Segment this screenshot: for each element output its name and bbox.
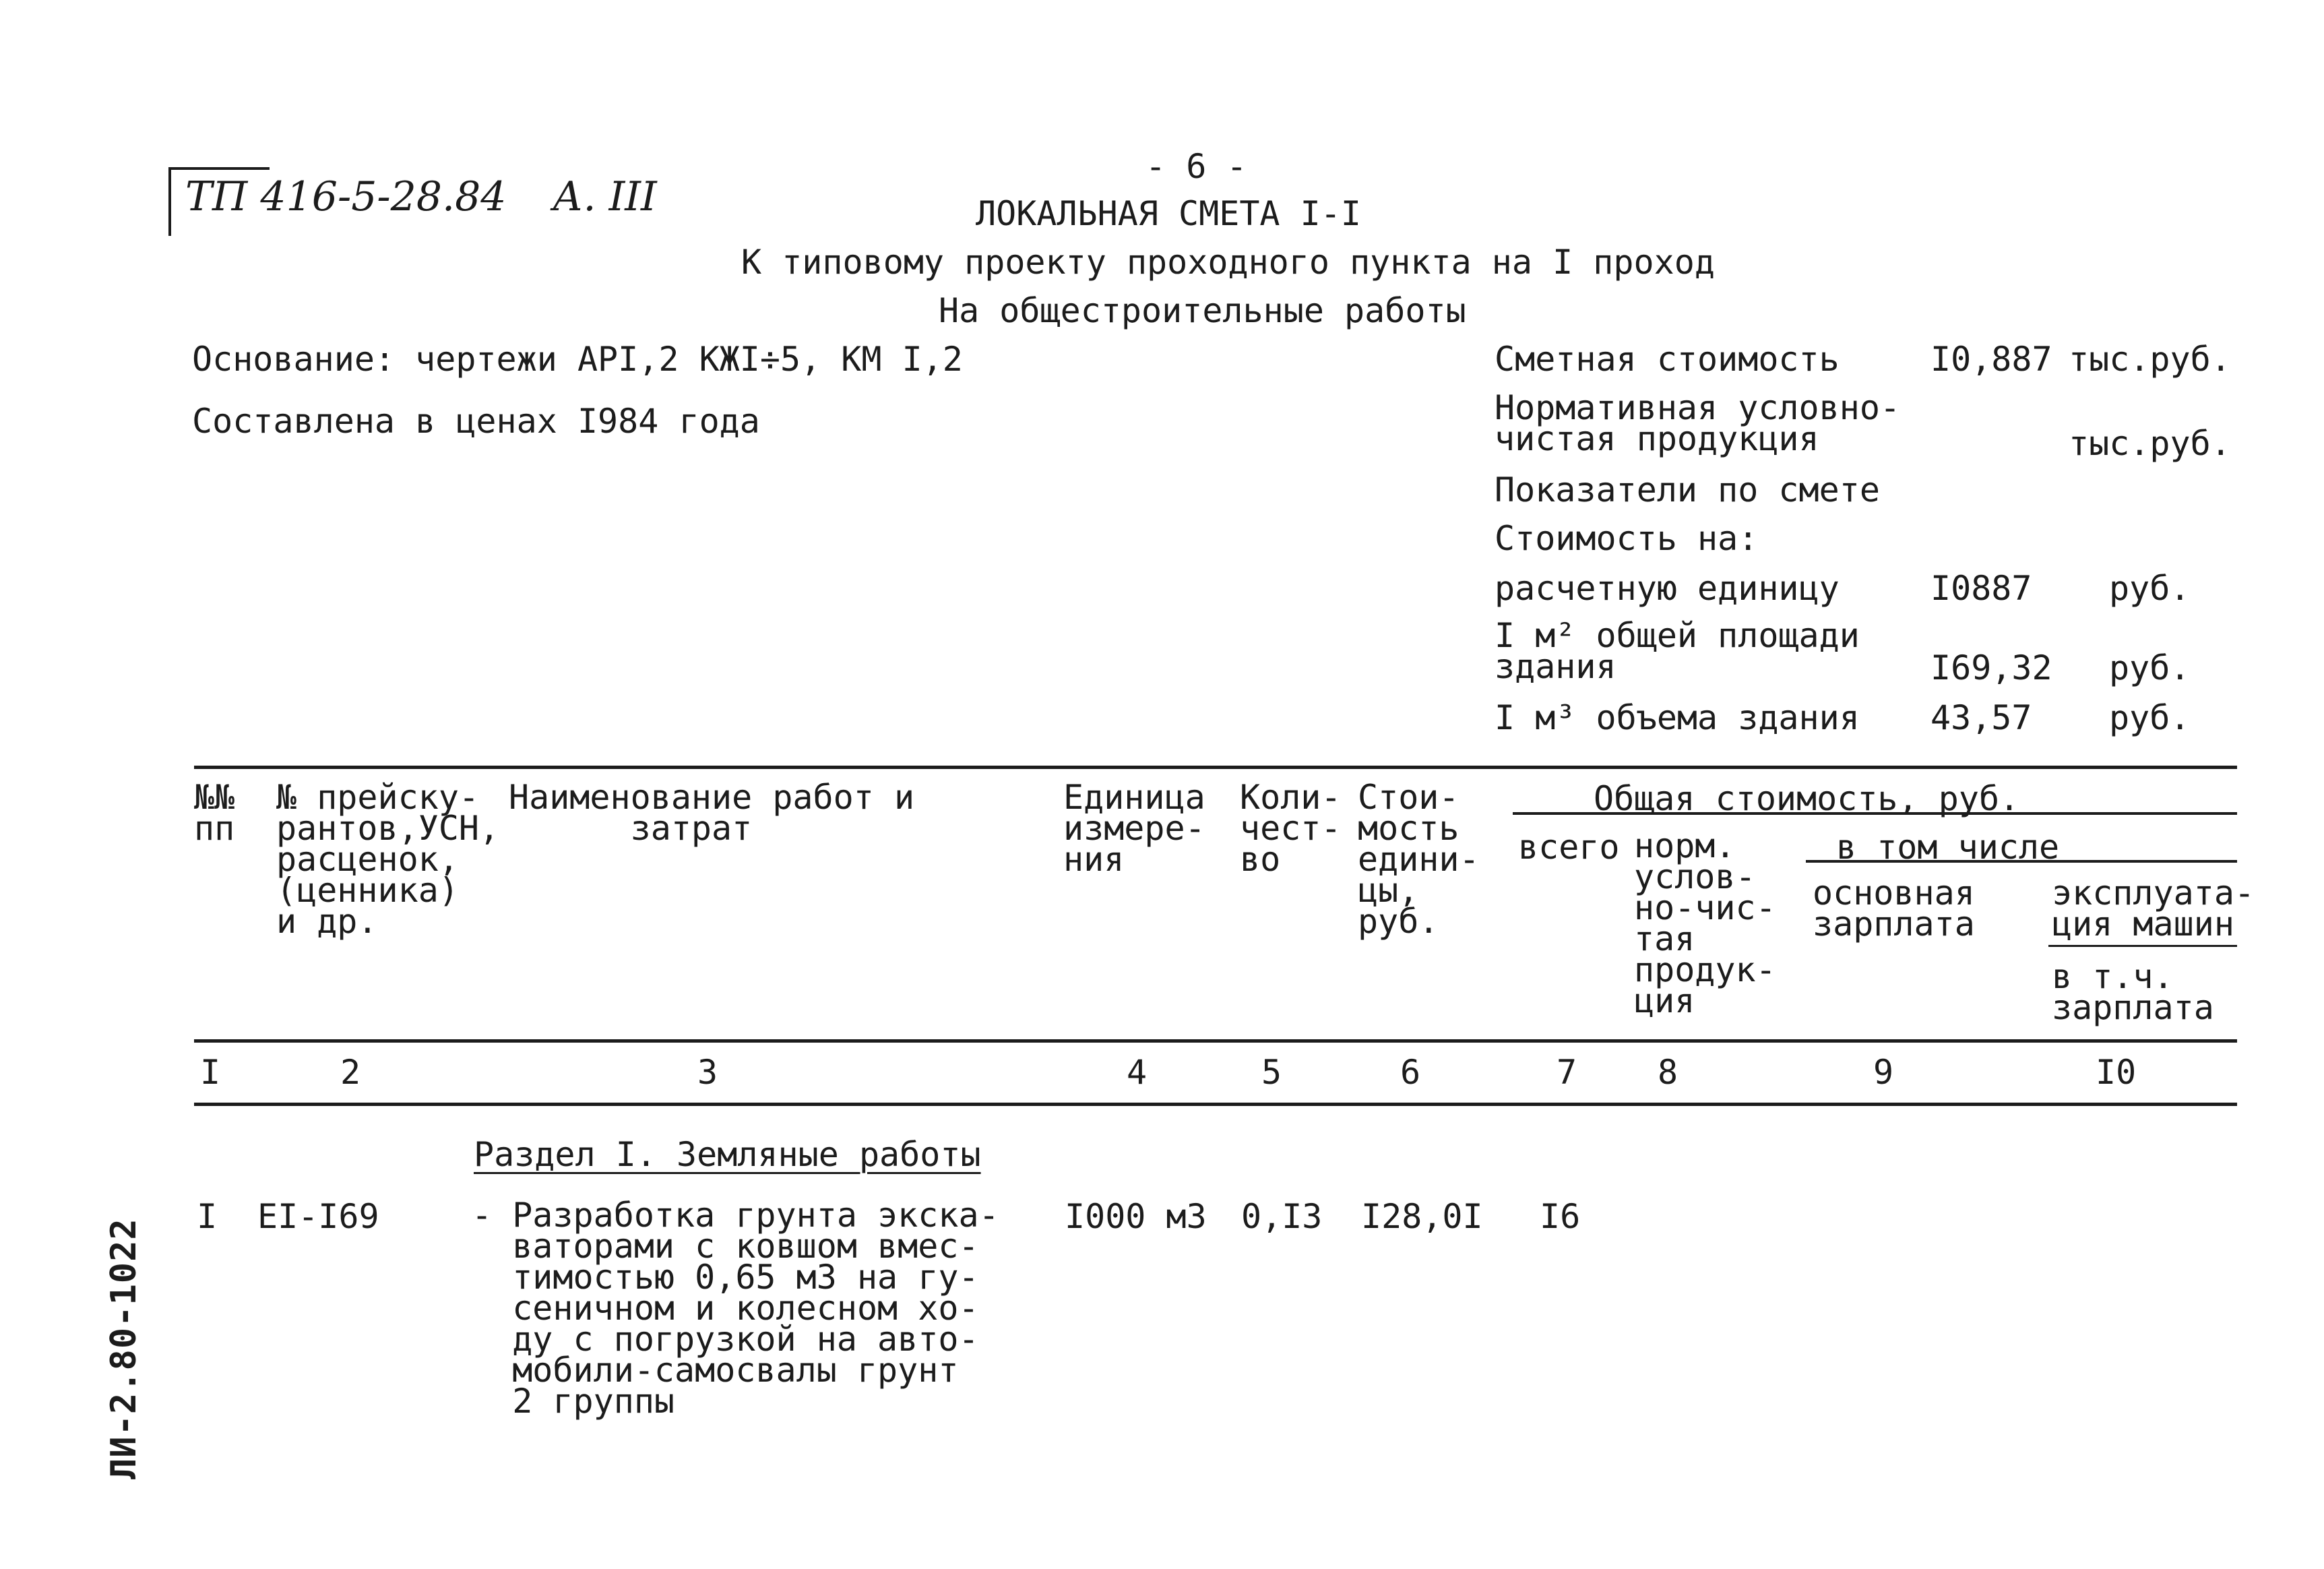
section-title: Раздел I. Земляные работы (474, 1135, 981, 1174)
document-title: ЛОКАЛЬНАЯ СМЕТА I-I (976, 194, 1361, 233)
estimated-cost-value: I0,887 (1930, 340, 2052, 379)
column-number-6: 6 (1400, 1053, 1421, 1092)
estimated-cost-unit: тыс.руб. (2069, 340, 2231, 379)
area-cost-unit: руб. (2109, 648, 2191, 687)
column-number-8: 8 (1658, 1053, 1678, 1092)
stamp-album: А. III (553, 173, 657, 220)
row-quantity: 0,I3 (1241, 1197, 1323, 1236)
column-number-1: I (200, 1053, 221, 1092)
column-number-2: 2 (340, 1053, 361, 1092)
column-number-10: I0 (2096, 1053, 2137, 1092)
stamp-code: ТП 416-5-28.84 (185, 173, 507, 220)
header-bottom-rule (194, 1039, 2237, 1043)
header-price-list: № прейску- рантов,УСН, расценок, (ценника) и др. (276, 778, 500, 941)
indicators-label: Показатели по смете (1495, 470, 1880, 510)
stamp-corner-horizontal (168, 167, 270, 170)
document-subtitle-works: На общестроительные работы (939, 291, 1466, 330)
row-number: I (197, 1197, 218, 1236)
estimated-cost-label: Сметная стоимость (1495, 340, 1840, 379)
volume-cost-label: I м³ объема здания (1495, 698, 1860, 737)
cost-on-label: Стоимость на: (1495, 519, 1759, 558)
header-machine-salary: в т.ч. зарплата (2052, 957, 2214, 1027)
header-quantity: Коли- чест- во (1240, 778, 1342, 879)
header-unit-cost: Стои- мость едини- цы, руб. (1358, 778, 1480, 941)
side-registration-code: ЛИ-2.80-1022 (104, 1218, 144, 1479)
unit-cost-value: I0887 (1930, 569, 2032, 608)
document-subtitle-project: К типовому проекту проходного пункта на I проход (741, 243, 1715, 282)
table-top-rule (194, 766, 2237, 769)
header-normative-product: норм. услов- но-чис- тая продук- ция (1634, 826, 1776, 1020)
unit-cost-label: расчетную единицу (1495, 569, 1840, 608)
header-total-cost-group: Общая стоимость, руб. (1594, 779, 2020, 818)
row-work-name: - Разработка грунта экска- ваторами с ковшом вмес- тимостью 0,65 м3 на гу- сеничном и колесном хо- ду с погрузкой на авто- мобили-самосвалы грунт 2 группы (472, 1196, 999, 1421)
column-number-3: 3 (697, 1053, 718, 1092)
header-work-name: Наименование работ и затрат (509, 778, 915, 848)
stamp-corner-vertical (168, 167, 171, 236)
header-total: всего (1518, 828, 1620, 867)
unit-cost-unit: руб. (2109, 569, 2191, 608)
column-number-7: 7 (1557, 1053, 1577, 1092)
column-number-4: 4 (1127, 1053, 1148, 1092)
header-base-salary: основная зарплата (1813, 873, 1975, 944)
header-row-number: №№ пп (194, 778, 235, 848)
header-unit: Единица измере- ния (1063, 778, 1205, 879)
row-price-code: EI-I69 (257, 1197, 379, 1236)
normative-product-unit: тыс.руб. (2069, 424, 2231, 463)
row-total: I6 (1540, 1197, 1581, 1236)
machines-sub-rule (2048, 945, 2237, 947)
area-cost-value: I69,32 (1930, 648, 2052, 687)
volume-cost-unit: руб. (2109, 698, 2191, 737)
area-cost-label: I м² общей площади здания (1495, 616, 1860, 686)
volume-cost-value: 43,57 (1930, 698, 2032, 737)
column-number-5: 5 (1261, 1053, 1282, 1092)
colnum-bottom-rule (194, 1103, 2237, 1106)
basis-text: Основание: чертежи АРI,2 КЖI÷5, КМ I,2 (192, 340, 963, 379)
prices-text: Составлена в ценах I984 года (192, 402, 760, 441)
column-number-9: 9 (1873, 1053, 1894, 1092)
header-including-group: в том числе (1836, 828, 2060, 867)
row-unit: I000 м3 (1065, 1197, 1207, 1236)
header-machine-operation: эксплуата- ция машин (2052, 873, 2255, 944)
row-unit-cost: I28,0I (1361, 1197, 1483, 1236)
normative-product-label: Нормативная условно- чистая продукция (1495, 388, 1901, 458)
page-number: - 6 - (1145, 147, 1247, 186)
